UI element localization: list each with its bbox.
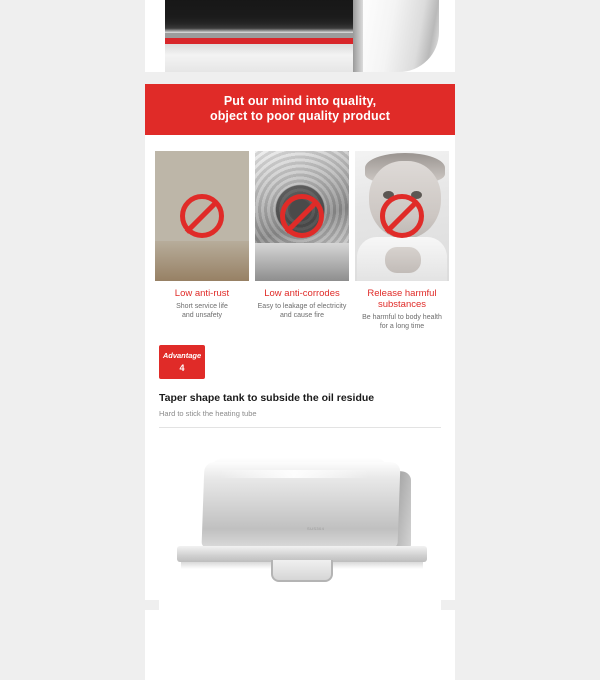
rust-stain (155, 241, 249, 281)
advantage-subheading: Hard to stick the heating tube (159, 409, 257, 418)
banner-line-2: object to poor quality product (209, 109, 391, 123)
drawback-desc-line-2: and unsafety (181, 312, 223, 319)
appliance-side-panel (363, 0, 439, 72)
drawback-title: Low anti-rust (174, 288, 230, 299)
drawback-desc-line-2: and cause fire (280, 312, 324, 319)
appliance-base (165, 44, 355, 72)
prohibition-icon (280, 194, 324, 238)
advantage-badge-number: 4 (179, 363, 185, 373)
drawback-desc-line-1: Easy to leakage of electricity (257, 303, 347, 310)
drawback-title: Release harmful substances (367, 288, 437, 310)
rusty-wire-mesh-photo (155, 151, 249, 281)
top-product-photo (145, 0, 455, 72)
child-hands (385, 247, 421, 273)
drawback-desc-line-2: for a long time (379, 323, 425, 330)
banner-line-1: Put our mind into quality, (223, 94, 377, 108)
tank-label: SUS304 (307, 526, 325, 531)
corroded-heating-element-photo (255, 151, 349, 281)
child-drinking-water-photo (355, 151, 449, 281)
tank-outlet-clip (271, 560, 333, 582)
prohibition-icon (180, 194, 224, 238)
drawback-desc (355, 313, 449, 331)
drawbacks-row (145, 135, 455, 331)
quality-banner (145, 84, 455, 135)
advantage-badge-word: Advantage (162, 351, 202, 360)
advantage-badge (159, 345, 205, 379)
drawback-item (355, 151, 449, 331)
drawback-desc (155, 302, 249, 320)
advantage-section (145, 331, 455, 428)
drawback-item (255, 151, 349, 331)
drawback-desc-line-1: Be harmful to body health (362, 314, 442, 321)
drawback-title: Low anti-corrodes (264, 288, 340, 299)
drawback-desc-line-1: Short service life (176, 303, 228, 310)
divider (159, 427, 441, 428)
stainless-steel-taper-water-tank (159, 440, 441, 610)
corrosion-band (255, 243, 349, 281)
bottom-whitespace (145, 610, 455, 680)
content-column (145, 0, 455, 600)
prohibition-icon (380, 194, 424, 238)
section-gap (145, 72, 455, 84)
drawback-desc (255, 302, 349, 320)
tank-highlight (219, 470, 369, 478)
drawback-item (155, 151, 249, 331)
advantage-heading: Taper shape tank to subside the oil residue (159, 392, 375, 404)
